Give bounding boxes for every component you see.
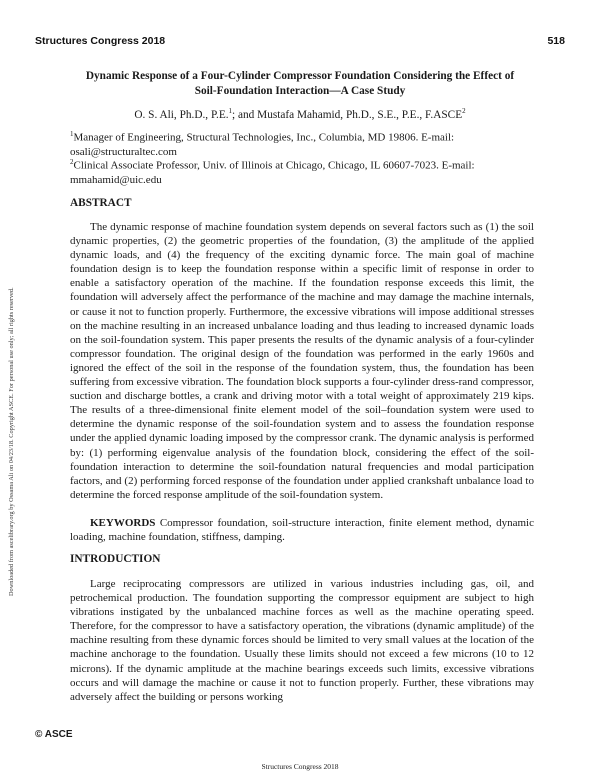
copyright-mark: © ASCE <box>35 729 73 740</box>
introduction-text: Large reciprocating compressors are utilized in various industries including gas, oil, and petrochemical production. The foundation supporting the compressor equipment are subject to high vibrations instigated by the unbalanced machine forces as well as the machine operating speed. Therefore, for the compressor to have a satisfactory operation, the vibrations (dynamic amplitude) of the machine resulting from these dynamic forces should be limited to very small values at the location of the machine anchorage to the foundation. Usually these limits should not exceed a few microns (10 to 12 microns). If the dynamic amplitude at the machine bearings exceeds such limits, excessive vibrations occurs and will damage the machine or cause it not to function properly. Further, these vibrations may adversely affect the building or persons working <box>70 578 534 703</box>
affiliation-2 <box>70 155 545 188</box>
keywords-label: KEYWORDS <box>90 517 156 529</box>
abstract-heading: ABSTRACT <box>70 197 132 209</box>
affiliation-2-email[interactable]: mmahamid@uic.edu <box>70 174 162 187</box>
author-1-mark: 1 <box>228 107 233 115</box>
affiliation-1-mark: 1 <box>70 130 74 138</box>
affiliation-2-text: Clinical Associate Professor, Univ. of Illinois at Chicago, Chicago, IL 60607-7023. E-mail: <box>73 159 475 172</box>
author-2: Mustafa Mahamid, Ph.D., S.E., P.E., F.ASCE <box>257 108 463 121</box>
author-2-mark: 2 <box>462 107 466 115</box>
abstract-text: The dynamic response of machine foundation system depends on several factors such as (1) the soil dynamic properties, (2) the geometric properties of the foundation, (3) the amplitude of the applied dynamic loads, and (4) the frequency of the exciting dynamic force. The main goal of machine foundation design is to keep the foundation response within a specific limit of response in order to enable a satisfactory operation of the machine. If the foundation response exceeds this limit, the foundation will adversely affect the performance of the machine and may damage the machine internals, or cause it not to function properly. Furthermore, the excessive vibrations will impose additional stresses on the machine resulting in an increased unbalance loading and thus leading to increased dynamic loads on the soil-foundation system. This paper presents the results of the dynamic analysis of a four-cylinder compressor foundation. The original design of the foundation was performed in the early 1960s and ignored the effect of the soil in the response of the foundation system, thus, the foundation has been suffering from excessive vibration. The foundation block supports a four-cylinder dress-rand compressor, suction and discharge bottles, a crank and driving motor with a total weight of approximately 219 kips. The results of a three-dimensional finite element model of the soil–foundation system were used to determine the dynamic response of the soil-foundation system and to assess the foundation response under the applied dynamic loading imposed by the compressor crank. The dynamic analysis is performed by: (1) performing eigenvalue analysis of the foundation block, considering the effect of the soil-foundation interaction to determine the soil-foundation natural frequencies and modal participation factors, and (2) performing forced response of the foundation under applied crankshaft unbalance load to determine the forced response amplitude of the soil-foundation system. <box>70 221 534 501</box>
keywords-text: Compressor foundation, soil-structure interaction, finite element method, dynamic loading, machine foundation, stiffness, damping. <box>70 517 534 544</box>
page-number: 518 <box>547 35 565 47</box>
affiliation-1-text: Manager of Engineering, Structural Technologies, Inc., Columbia, MD 19806. E-mail: <box>73 131 455 144</box>
title-line-1: Dynamic Response of a Four-Cylinder Compressor Foundation Considering the Effect of <box>85 70 515 82</box>
download-notice: Downloaded from ascelibrary.org by Ossama Ali on 04/23/18. Copyright ASCE. For personal use only; all rights reserved. <box>8 287 15 596</box>
author-list <box>60 107 540 121</box>
affiliation-1-email[interactable]: osali@structuraltec.com <box>70 146 177 159</box>
affiliation-2-mark: 2 <box>70 158 74 166</box>
running-header: Structures Congress 2018 <box>35 35 166 47</box>
title-line-2: Soil-Foundation Interaction—A Case Study <box>194 85 406 97</box>
page-footer: Structures Congress 2018 <box>261 762 339 771</box>
paper-title <box>60 69 540 99</box>
author-1: O. S. Ali, Ph.D., P.E. <box>134 108 229 121</box>
author-separator: ; and <box>232 108 258 121</box>
keywords <box>70 516 534 544</box>
introduction-heading: INTRODUCTION <box>70 553 161 565</box>
